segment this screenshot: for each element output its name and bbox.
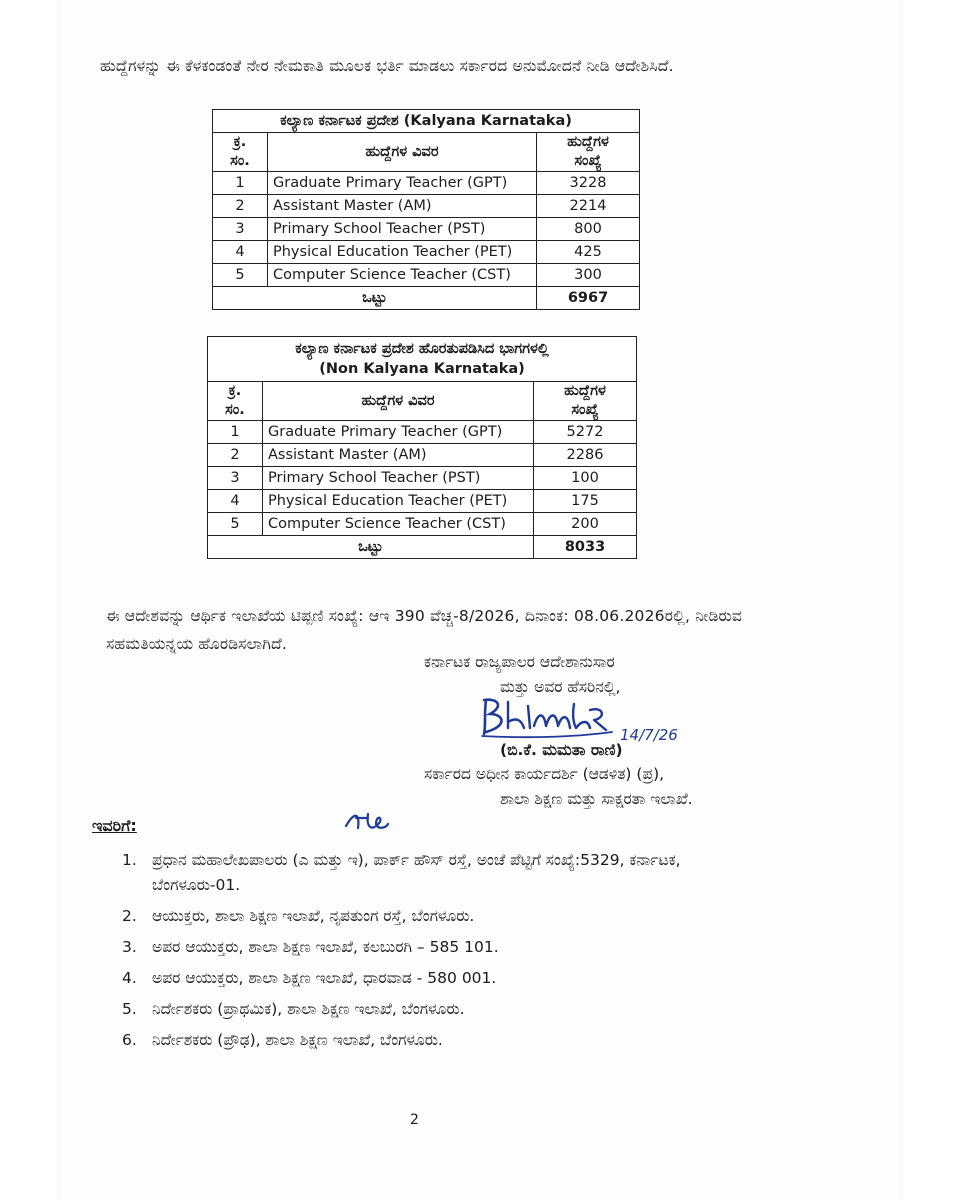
total-value: 6967 bbox=[537, 287, 640, 310]
column-header-count: ಹುದ್ದೆಗಳ ಸಂಖ್ಯೆ bbox=[534, 382, 637, 421]
table-row: 1 Graduate Primary Teacher (GPT) 5272 bbox=[208, 421, 637, 444]
table-row: 4 Physical Education Teacher (PET) 425 bbox=[213, 241, 640, 264]
intro-paragraph: ಹುದ್ದೆಗಳನ್ನು ಈ ಕೆಳಕಂಡಂತೆ ನೇರ ನೇಮಕಾತಿ ಮೂಲಕ ಭರ್ತಿ ಮಾಡಲು ಸರ್ಕಾರದ ಅನುಮೋದನೆ ನೀಡಿ ಆದೇಶಿಸಿದೆ. bbox=[100, 56, 674, 75]
list-item: 6. ನಿರ್ದೇಶಕರು (ಪ್ರೌಢ), ಶಾಲಾ ಶಿಕ್ಷಣ ಇಲಾಖೆ, ಬೆಂಗಳೂರು. bbox=[122, 1031, 443, 1049]
list-item: 2. ಆಯುಕ್ತರು, ಶಾಲಾ ಶಿಕ್ಷಣ ಇಲಾಖೆ, ನೃಪತುಂಗ ರಸ್ತೆ, ಬೆಂಗಳೂರು. bbox=[122, 907, 475, 925]
column-header-post: ಹುದ್ದೆಗಳ ವಿವರ bbox=[263, 382, 534, 421]
page-number: 2 bbox=[410, 1112, 419, 1128]
column-header-count: ಹುದ್ದೆಗಳ ಸಂಖ್ಯೆ bbox=[537, 133, 640, 172]
table-row: 5 Computer Science Teacher (CST) 300 bbox=[213, 264, 640, 287]
table-row: 1 Graduate Primary Teacher (GPT) 3228 bbox=[213, 172, 640, 195]
non-kalyana-karnataka-table bbox=[207, 336, 637, 559]
authority-line: ಕರ್ನಾಟಕ ರಾಜ್ಯಪಾಲರ ಆದೇಶಾನುಸಾರ bbox=[424, 653, 615, 671]
table-row: 4 Physical Education Teacher (PET) 175 bbox=[208, 490, 637, 513]
list-item: 4. ಅಪರ ಆಯುಕ್ತರು, ಶಾಲಾ ಶಿಕ್ಷಣ ಇಲಾಖೆ, ಧಾರವಾಡ - 580 001. bbox=[122, 969, 497, 987]
total-row bbox=[213, 287, 640, 310]
list-item: 3. ಅಪರ ಆಯುಕ್ತರು, ಶಾಲಾ ಶಿಕ್ಷಣ ಇಲಾಖೆ, ಕಲಬುರಗಿ – 585 101. bbox=[122, 938, 499, 956]
table-row: 3 Primary School Teacher (PST) 800 bbox=[213, 218, 640, 241]
column-header-post: ಹುದ್ದೆಗಳ ವಿವರ bbox=[268, 133, 537, 172]
column-header-sl: ಕ್ರ. ಸಂ. bbox=[213, 133, 268, 172]
table-title: ಕಲ್ಯಾಣ ಕರ್ನಾಟಕ ಪ್ರದೇಶ (Kalyana Karnataka) bbox=[213, 110, 640, 133]
cc-list bbox=[92, 848, 742, 1059]
total-label: ಒಟ್ಟು bbox=[213, 287, 537, 310]
signatory-name: (ಬಿ.ಕೆ. ಮಮತಾ ರಾಣಿ) bbox=[500, 741, 623, 759]
signatory-designation: ಸರ್ಕಾರದ ಅಧೀನ ಕಾರ್ಯದರ್ಶಿ (ಆಡಳಿತ) (ಪ್ರ), bbox=[424, 765, 665, 783]
table-row: 5 Computer Science Teacher (CST) 200 bbox=[208, 513, 637, 536]
total-row bbox=[208, 536, 637, 559]
initials-mark bbox=[342, 806, 392, 836]
authority-line-2: ಮತ್ತು ಅವರ ಹೆಸರಿನಲ್ಲಿ, bbox=[500, 678, 621, 696]
table-row: 2 Assistant Master (AM) 2214 bbox=[213, 195, 640, 218]
order-note-paragraph: ಈ ಆದೇಶವನ್ನು ಆರ್ಥಿಕ ಇಲಾಖೆಯ ಟಿಪ್ಪಣಿ ಸಂಖ್ಯೆ: ಆಇ 390 ವೆಚ್ಚ-8/2026, ದಿನಾಂಕ: 08.06.2026ರಲ್ಲಿ, ನೀಡಿರುವ ಸಹಮತಿಯನ್ನಯ ಹೊರಡಿಸಲಾಗಿದೆ. bbox=[106, 606, 743, 653]
cc-heading: ಇವರಿಗೆ: bbox=[92, 816, 137, 835]
table-row: 3 Primary School Teacher (PST) 100 bbox=[208, 467, 637, 490]
table-row: 2 Assistant Master (AM) 2286 bbox=[208, 444, 637, 467]
column-header-sl: ಕ್ರ. ಸಂ. bbox=[208, 382, 263, 421]
table-title: ಕಲ್ಯಾಣ ಕರ್ನಾಟಕ ಪ್ರದೇಶ ಹೊರತುಪಡಿಸಿದ ಭಾಗಗಳಲ್ಲಿ (Non Kalyana Karnataka) bbox=[208, 337, 637, 382]
signatory-department: ಶಾಲಾ ಶಿಕ್ಷಣ ಮತ್ತು ಸಾಕ್ಷರತಾ ಇಲಾಖೆ. bbox=[500, 790, 693, 808]
total-value: 8033 bbox=[534, 536, 637, 559]
kalyana-karnataka-table bbox=[212, 109, 640, 310]
list-item: 1. ಪ್ರಧಾನ ಮಹಾಲೇಖಪಾಲರು (ಎ ಮತ್ತು ಇ), ಪಾರ್ಕ್ ಹೌಸ್ ರಸ್ತೆ, ಅಂಚೆ ಪೆಟ್ಟಿಗೆ ಸಂಖ್ಯೆ:5329, ಕರ್ನಾಟಕ, ಬೆಂಗಳೂರು-01. bbox=[122, 851, 681, 894]
total-label: ಒಟ್ಟು bbox=[208, 536, 534, 559]
list-item: 5. ನಿರ್ದೇಶಕರು (ಪ್ರಾಥಮಿಕ), ಶಾಲಾ ಶಿಕ್ಷಣ ಇಲಾಖೆ, ಬೆಂಗಳೂರು. bbox=[122, 1000, 465, 1018]
handwritten-signature bbox=[478, 692, 678, 748]
signature-date: 14/7/26 bbox=[620, 726, 678, 744]
